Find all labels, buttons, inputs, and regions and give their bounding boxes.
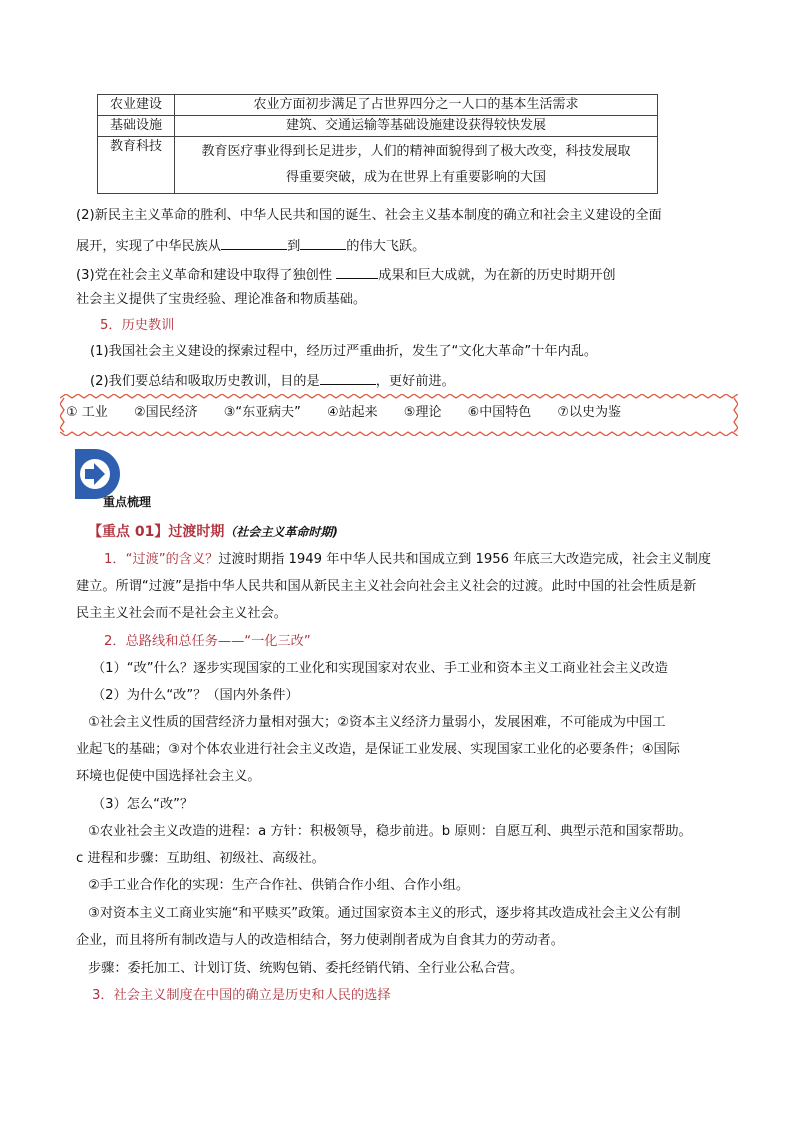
row-key: 基础设施 xyxy=(98,116,175,137)
k2-s6: 步骤：委托加工、计划订货、统购包销、委托经销代销、全行业公私合营。 xyxy=(88,961,524,976)
k2-r1: ①社会主义性质的国营经济力量相对强大；②资本主义经济力量弱小，发展困难，不可能成为中国工 xyxy=(88,715,666,730)
p3-line2: 社会主义提供了宝贵经验、理论准备和物质基础。 xyxy=(76,292,367,307)
k2-r2: 业起飞的基础；③对个体农业进行社会主义改造，是保证工业发展、实现国家工业化的必要条件；④国际 xyxy=(76,742,680,757)
p2-line2 xyxy=(76,235,726,257)
row-key: 教育科技 xyxy=(98,137,175,194)
key-heading xyxy=(88,522,338,542)
s5-p2-text-b: ，更好前进。 xyxy=(375,374,455,389)
fill-blank xyxy=(336,264,378,279)
s5-p2 xyxy=(90,370,740,392)
options-list xyxy=(66,403,643,423)
p3-text-a: (3)党在社会主义革命和建设中取得了独创性 xyxy=(76,268,337,283)
section-title: 重点梳理 xyxy=(103,495,152,509)
fill-blank xyxy=(221,235,287,250)
option-item: ②国民经济 xyxy=(133,405,198,420)
k2-title: 2．总路线和总任务——“一化三改” xyxy=(104,634,311,649)
k1-title: 1．“过渡”的含义？ xyxy=(104,552,219,567)
table-row xyxy=(98,137,658,194)
s5-p1: (1)我国社会主义建设的探索过程中，经历过严重曲折，发生了“文化大革命”十年内乱。 xyxy=(90,344,598,359)
k2-r3: 环境也促使中国选择社会主义。 xyxy=(76,769,261,784)
row-value xyxy=(175,137,658,194)
k3-title: 3．社会主义制度在中国的确立是历史和人民的选择 xyxy=(92,988,391,1003)
row-value-line2: 得重要突破，成为在世界上有重要影响的大国 xyxy=(285,170,546,185)
k2-s2: c 进程和步骤：互助组、初级社、高级社。 xyxy=(76,851,325,866)
row-value: 建筑、交通运输等基础设施建设获得较快发展 xyxy=(175,116,658,137)
row-key: 农业建设 xyxy=(98,95,175,116)
p2-line1: (2)新民主主义革命的胜利、中华人民共和国的诞生、社会主义基本制度的确立和社会主义建设的全面 xyxy=(76,208,662,223)
k1-line1 xyxy=(104,550,754,570)
k2-s4: ③对资本主义工商业实施“和平赎买”政策。通过国家资本主义的形式，逐步将其改造成社会主义公有制 xyxy=(88,906,681,921)
k2-q1: （1）“改”什么？逐步实现国家的工业化和实现国家对农业、手工业和资本主义工商业社会主义改造 xyxy=(92,661,668,676)
k1-text: 过渡时期指 1949 年中华人民共和国成立到 1956 年底三大改造完成，社会主义制度 xyxy=(218,552,712,567)
k1-line3: 民主主义社会而不是社会主义社会。 xyxy=(76,606,287,621)
fill-blank xyxy=(300,235,346,250)
p3-line1 xyxy=(76,264,726,286)
p2-text-b: 到 xyxy=(287,239,301,254)
s5-title: 5．历史教训 xyxy=(100,318,175,333)
k1-line2: 建立。所谓“过渡”是指中华人民共和国从新民主主义社会向社会主义社会的过渡。此时中国的社会性质是新 xyxy=(76,579,697,594)
option-item: ⑥中国特色 xyxy=(467,405,532,420)
k2-q3: （3）怎么“改”？ xyxy=(92,797,194,812)
row-value-line1: 教育医疗事业得到长足进步，人们的精神面貌得到了极大改变，科技发展取 xyxy=(201,144,631,159)
row-value: 农业方面初步满足了占世界四分之一人口的基本生活需求 xyxy=(175,95,658,116)
option-item: ③“东亚病夫” xyxy=(223,405,301,420)
option-item: ④站起来 xyxy=(327,405,378,420)
p2-text-c: 的伟大飞跃。 xyxy=(346,239,426,254)
key-subtitle: （社会主义革命时期) xyxy=(224,525,338,539)
p2-text-a: 展开，实现了中华民族从 xyxy=(76,239,222,254)
fill-blank xyxy=(320,370,376,385)
option-item: ① 工业 xyxy=(66,405,108,420)
option-item: ⑦以史为鉴 xyxy=(557,405,622,420)
achievements-table xyxy=(97,94,658,194)
table-row xyxy=(98,95,658,116)
key-tag: 【重点 01】过渡时期 xyxy=(88,524,225,540)
k2-s5: 企业，而且将所有制改造与人的改造相结合，努力使剥削者成为自食其力的劳动者。 xyxy=(76,933,564,948)
table-row xyxy=(98,116,658,137)
k2-s3: ②手工业合作化的实现：生产合作社、供销合作小组、合作小组。 xyxy=(88,878,470,893)
k2-q2: （2）为什么“改”？（国内外条件） xyxy=(92,688,299,703)
p3-text-b: 成果和巨大成就，为在新的历史时期开创 xyxy=(378,268,616,283)
s5-p2-text-a: (2)我们要总结和吸取历史教训，目的是 xyxy=(90,374,320,389)
k2-s1: ①农业社会主义改造的进程：a 方针：积极领导，稳步前进。b 原则：自愿互利、典型示范和国家帮助。 xyxy=(88,824,692,839)
option-item: ⑤理论 xyxy=(403,405,442,420)
